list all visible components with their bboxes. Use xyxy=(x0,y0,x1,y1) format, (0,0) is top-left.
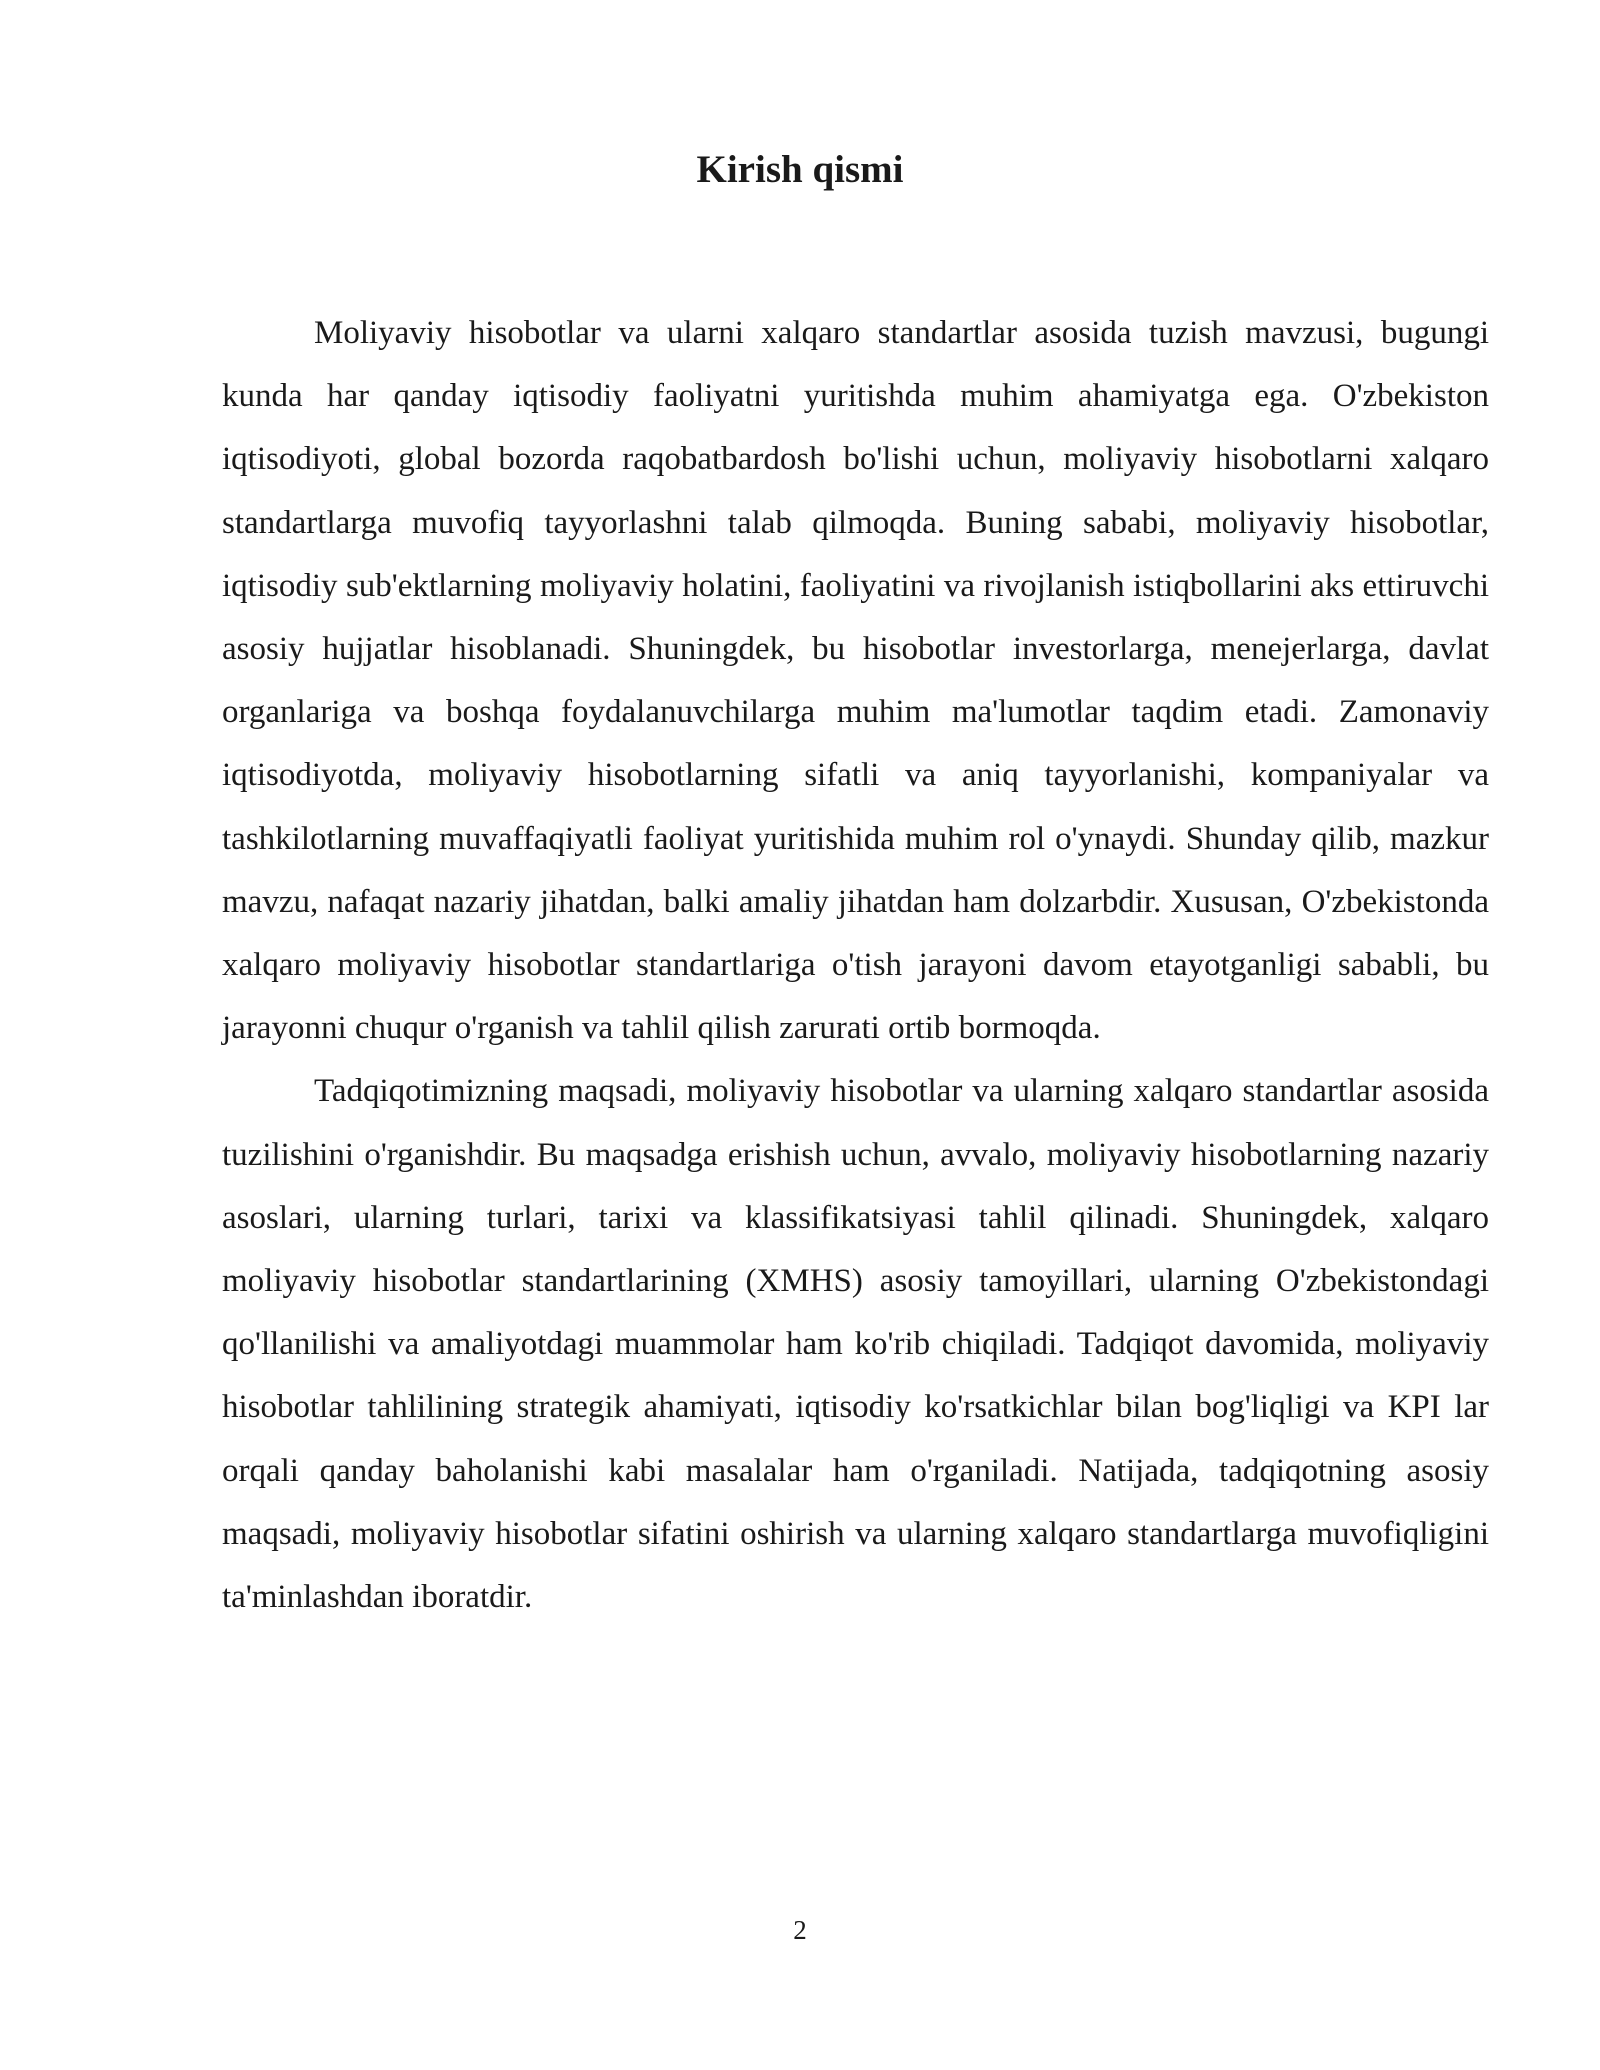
paragraph-1: Moliyaviy hisobotlar va ularni xalqaro standartlar asosida tuzish mavzusi, bugungi kunda har qanday iqtisodiy faoliyatni yuritishda muhim ahamiyatga ega. O'zbekiston iqtisodiyoti, global bozorda raqobatbardosh bo'lishi uchun, moliyaviy hisobotlarni xalqaro standartlarga muvofiq tayyorlashni talab qilmoqda. Buning sababi, moliyaviy hisobotlar, iqtisodiy sub'ektlarning moliyaviy holatini, faoliyatini va rivojlanish istiqbollarini aks ettiruvchi asosiy hujjatlar hisoblanadi. Shuningdek, bu hisobotlar investorlarga, menejerlarga, davlat organlariga va boshqa foydalanuvchilarga muhim ma'lumotlar taqdim etadi. Zamonaviy iqtisodiyotda, moliyaviy hisobotlarning sifatli va aniq tayyorlanishi, kompaniyalar va tashkilotlarning muvaffaqiyatli faoliyat yuritishida muhim rol o'ynaydi. Shunday qilib, mazkur mavzu, nafaqat nazariy jihatdan, balki amaliy jihatdan ham dolzarbdir. Xususan, O'zbekistonda xalqaro moliyaviy hisobotlar standartlariga o'tish jarayoni davom etayotganligi sababli, bu jarayonni chuqur o'rganish va tahlil qilish zarurati ortib bormoqda. xyxy=(222,315,1489,1047)
paragraph-2: Tadqiqotimizning maqsadi, moliyaviy hisobotlar va ularning xalqaro standartlar asosida tuzilishini o'rganishdir. Bu maqsadga erishish uchun, avvalo, moliyaviy hisobotlarning nazariy asoslari, ularning turlari, tarixi va klassifikatsiyasi tahlil qilinadi. Shuningdek, xalqaro moliyaviy hisobotlar standartlarining (XMHS) asosiy tamoyillari, ularning O'zbekistondagi qo'llanilishi va amaliyotdagi muammolar ham ko'rib chiqiladi. Tadqiqot davomida, moliyaviy hisobotlar tahlilining strategik ahamiyati, iqtisodiy ko'rsatkichlar bilan bog'liqligi va KPI lar orqali qanday baholanishi kabi masalalar ham o'rganiladi. Natijada, tadqiqotning asosiy maqsadi, moliyaviy hisobotlar sifatini oshirish va ularning xalqaro standartlarga muvofiqligini ta'minlashdan iboratdir. xyxy=(222,1073,1489,1616)
page-title: Kirish qismi xyxy=(696,148,904,191)
page-number: 2 xyxy=(793,1915,807,1945)
body-text xyxy=(222,302,1489,1629)
